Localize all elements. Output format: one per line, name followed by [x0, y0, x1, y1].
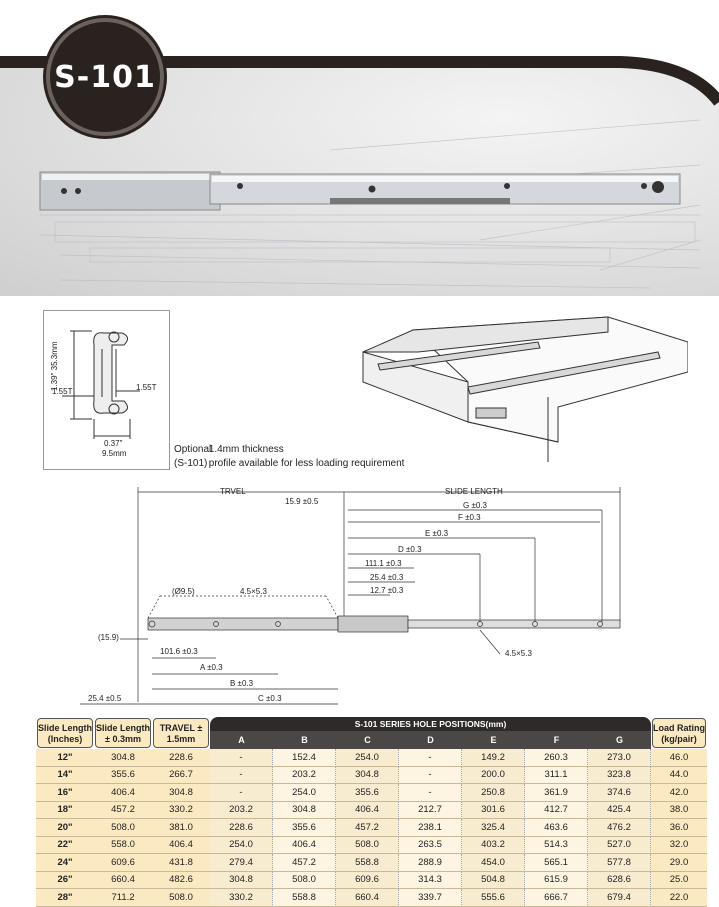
- cell-d: 288.9: [399, 854, 462, 872]
- profile-width-in: 0.37": [104, 439, 123, 448]
- cell-b: 508.0: [273, 872, 336, 890]
- cell-a: 279.4: [210, 854, 273, 872]
- model-name: S-101: [54, 59, 156, 95]
- table-row: [36, 872, 707, 890]
- dim-12: 12.7 ±0.3: [370, 586, 404, 595]
- cell-load: 36.0: [651, 819, 707, 837]
- cell-g: 577.8: [588, 854, 651, 872]
- dim-25-5: 25.4 ±0.5: [88, 694, 122, 703]
- cell-g: 323.8: [588, 767, 651, 785]
- cell-f: 361.9: [525, 784, 588, 802]
- cell-in: 22": [36, 837, 94, 855]
- cell-mm: 711.2: [94, 889, 152, 907]
- cell-g: 679.4: [588, 889, 651, 907]
- cell-in: 20": [36, 819, 94, 837]
- cell-c: 406.4: [336, 802, 399, 820]
- header-col-b: B: [273, 731, 336, 749]
- table-row: [36, 802, 707, 820]
- cell-load: 44.0: [651, 767, 707, 785]
- cell-g: 527.0: [588, 837, 651, 855]
- cell-d: 339.7: [399, 889, 462, 907]
- cell-d: -: [399, 749, 462, 767]
- cell-b: 457.2: [273, 854, 336, 872]
- cell-g: 425.4: [588, 802, 651, 820]
- cell-in: 26": [36, 872, 94, 890]
- cell-d: -: [399, 767, 462, 785]
- model-badge: [46, 18, 164, 136]
- dim-15-9: (15.9): [98, 633, 119, 642]
- cell-c: 457.2: [336, 819, 399, 837]
- cell-mm: 355.6: [94, 767, 152, 785]
- header-travel: TRAVEL ± 1.5mm: [153, 718, 209, 748]
- cell-f: 514.3: [525, 837, 588, 855]
- cell-f: 311.1: [525, 767, 588, 785]
- note-text-1: 1.4mm thickness: [208, 444, 284, 455]
- cell-a: 228.6: [210, 819, 273, 837]
- note-label-1: Optional: [174, 444, 212, 455]
- note-text-2: profile available for less loading requirement: [208, 458, 405, 469]
- cell-mm: 558.0: [94, 837, 152, 855]
- cell-travel: 381.0: [152, 819, 210, 837]
- cell-in: 18": [36, 802, 94, 820]
- profile-cross-section: [43, 310, 170, 470]
- cell-c: 609.6: [336, 872, 399, 890]
- table-row: [36, 767, 707, 785]
- technical-drawing: [80, 482, 640, 707]
- cell-a: -: [210, 784, 273, 802]
- header-load: Load Rating (kg/pair): [652, 718, 706, 748]
- header-col-e: E: [462, 731, 525, 749]
- cell-mm: 660.4: [94, 872, 152, 890]
- cell-g: 628.6: [588, 872, 651, 890]
- profile-height-label: 1.39" 35.3mm: [50, 341, 59, 391]
- dim-hole-dia: (Ø9.5): [172, 587, 195, 596]
- cell-load: 25.0: [651, 872, 707, 890]
- cell-b: 203.2: [273, 767, 336, 785]
- cell-travel: 228.6: [152, 749, 210, 767]
- cell-g: 273.0: [588, 749, 651, 767]
- cell-load: 29.0: [651, 854, 707, 872]
- cell-b: 355.6: [273, 819, 336, 837]
- cell-a: 330.2: [210, 889, 273, 907]
- dim-15-9-tol: 15.9 ±0.5: [285, 497, 319, 506]
- slide-rail-photo: [40, 172, 680, 210]
- cell-e: 200.0: [462, 767, 525, 785]
- cell-e: 555.6: [462, 889, 525, 907]
- cell-e: 504.8: [462, 872, 525, 890]
- cell-e: 325.4: [462, 819, 525, 837]
- header-hole-positions: S-101 SERIES HOLE POSITIONS(mm): [210, 717, 651, 731]
- cell-travel: 304.8: [152, 784, 210, 802]
- cell-travel: 406.4: [152, 837, 210, 855]
- cell-in: 14": [36, 767, 94, 785]
- cell-c: 254.0: [336, 749, 399, 767]
- header-col-g: G: [588, 731, 651, 749]
- dim-c: C ±0.3: [258, 694, 282, 703]
- table-row: [36, 749, 707, 767]
- header-col-a: A: [210, 731, 273, 749]
- cell-in: 12": [36, 749, 94, 767]
- cell-g: 374.6: [588, 784, 651, 802]
- dim-slot-left: 4.5×5.3: [240, 587, 267, 596]
- header-slide-length-in: Slide Length (Inches): [37, 718, 93, 748]
- cell-d: -: [399, 784, 462, 802]
- cell-in: 16": [36, 784, 94, 802]
- cell-b: 406.4: [273, 837, 336, 855]
- table-row: [36, 837, 707, 855]
- cell-c: 355.6: [336, 784, 399, 802]
- cell-in: 28": [36, 889, 94, 907]
- cell-b: 304.8: [273, 802, 336, 820]
- cell-b: 152.4: [273, 749, 336, 767]
- cell-a: -: [210, 749, 273, 767]
- cell-e: 149.2: [462, 749, 525, 767]
- cell-c: 508.0: [336, 837, 399, 855]
- cell-e: 250.8: [462, 784, 525, 802]
- dim-f: F ±0.3: [458, 513, 481, 522]
- dim-101: 101.6 ±0.3: [160, 647, 198, 656]
- cell-a: 203.2: [210, 802, 273, 820]
- cell-a: 304.8: [210, 872, 273, 890]
- cell-d: 263.5: [399, 837, 462, 855]
- cell-d: 212.7: [399, 802, 462, 820]
- cell-c: 558.8: [336, 854, 399, 872]
- cell-e: 454.0: [462, 854, 525, 872]
- dim-a: A ±0.3: [200, 663, 223, 672]
- dim-g: G ±0.3: [463, 501, 487, 510]
- cell-in: 24": [36, 854, 94, 872]
- table-row: [36, 784, 707, 802]
- header-slide-length-mm: Slide Length ± 0.3mm: [95, 718, 151, 748]
- cell-e: 301.6: [462, 802, 525, 820]
- header-col-f: F: [525, 731, 588, 749]
- cell-b: 254.0: [273, 784, 336, 802]
- cell-e: 403.2: [462, 837, 525, 855]
- dim-slot-right: 4.5×5.3: [505, 649, 532, 658]
- cell-travel: 330.2: [152, 802, 210, 820]
- cell-d: 238.1: [399, 819, 462, 837]
- cell-travel: 266.7: [152, 767, 210, 785]
- cell-d: 314.3: [399, 872, 462, 890]
- cell-mm: 406.4: [94, 784, 152, 802]
- table-row: [36, 854, 707, 872]
- dim-111: 111.1 ±0.3: [365, 559, 402, 568]
- cell-travel: 508.0: [152, 889, 210, 907]
- cell-travel: 431.8: [152, 854, 210, 872]
- cell-travel: 482.6: [152, 872, 210, 890]
- note-label-2: (S-101): [174, 458, 208, 469]
- profile-thk-right: 1.55T: [136, 383, 157, 392]
- cell-mm: 304.8: [94, 749, 152, 767]
- dim-travel: TRVEL: [220, 487, 246, 496]
- cell-c: 660.4: [336, 889, 399, 907]
- cell-mm: 508.0: [94, 819, 152, 837]
- cell-f: 463.6: [525, 819, 588, 837]
- cell-g: 476.2: [588, 819, 651, 837]
- cell-mm: 609.6: [94, 854, 152, 872]
- dim-b: B ±0.3: [230, 679, 254, 688]
- cell-f: 666.7: [525, 889, 588, 907]
- spec-table: [36, 717, 707, 907]
- cell-load: 42.0: [651, 784, 707, 802]
- profile-thk-left: 1.55T: [52, 387, 73, 396]
- hero-banner: [0, 0, 719, 296]
- cell-b: 558.8: [273, 889, 336, 907]
- cell-c: 304.8: [336, 767, 399, 785]
- cell-load: 46.0: [651, 749, 707, 767]
- cell-a: -: [210, 767, 273, 785]
- dim-e: E ±0.3: [425, 529, 449, 538]
- profile-width-mm: 9.5mm: [102, 449, 127, 458]
- drawer-illustration: [358, 312, 688, 462]
- cell-load: 32.0: [651, 837, 707, 855]
- cell-f: 412.7: [525, 802, 588, 820]
- header-col-c: C: [336, 731, 399, 749]
- cell-f: 615.9: [525, 872, 588, 890]
- cell-f: 260.3: [525, 749, 588, 767]
- cell-a: 254.0: [210, 837, 273, 855]
- cell-load: 38.0: [651, 802, 707, 820]
- table-row: [36, 819, 707, 837]
- header-col-d: D: [399, 731, 462, 749]
- dim-25: 25.4 ±0.3: [370, 573, 404, 582]
- cell-mm: 457.2: [94, 802, 152, 820]
- cell-f: 565.1: [525, 854, 588, 872]
- dim-d: D ±0.3: [398, 545, 422, 554]
- dim-slide-length: SLIDE LENGTH: [445, 487, 503, 496]
- cell-load: 22.0: [651, 889, 707, 907]
